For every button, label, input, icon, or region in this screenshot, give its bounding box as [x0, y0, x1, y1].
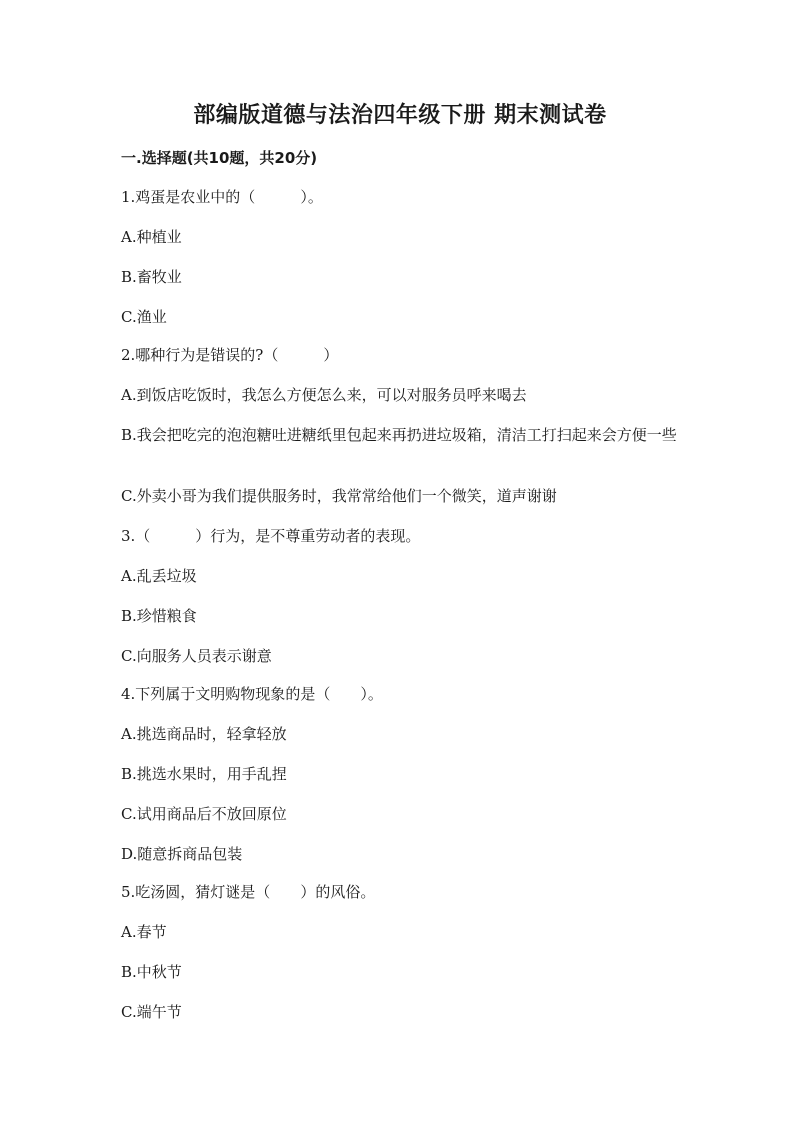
question-4-option-d: D.随意拆商品包装 — [121, 845, 243, 863]
question-1-option-a: A.种植业 — [121, 228, 182, 246]
question-4-option-a: A.挑选商品时，轻拿轻放 — [121, 725, 287, 743]
section-heading: 一.选择题(共10题，共20分) — [121, 149, 318, 167]
question-1-option-c: C.渔业 — [121, 308, 167, 326]
question-2-stem: 2.哪种行为是错误的?（ ） — [121, 346, 339, 364]
question-5-stem: 5.吃汤圆，猜灯谜是（ ）的风俗。 — [121, 883, 376, 901]
page-title: 部编版道德与法治四年级下册 期末测试卷 — [193, 103, 607, 128]
question-3-option-c: C.向服务人员表示谢意 — [121, 647, 272, 665]
question-3-option-b: B.珍惜粮食 — [121, 607, 197, 625]
question-4-option-b: B.挑选水果时，用手乱捏 — [121, 765, 287, 783]
question-3-option-a: A.乱丢垃圾 — [121, 567, 197, 585]
question-5-option-c: C.端午节 — [121, 1003, 182, 1021]
question-2-option-b: B.我会把吃完的泡泡糖吐进糖纸里包起来再扔进垃圾箱，清洁工打扫起来会方便一些 — [121, 426, 677, 444]
question-4-stem: 4.下列属于文明购物现象的是（ ）。 — [121, 685, 383, 703]
question-3-stem: 3.（ ）行为，是不尊重劳动者的表现。 — [121, 527, 421, 545]
question-1-stem: 1.鸡蛋是农业中的（ ）。 — [121, 188, 323, 206]
question-5-option-a: A.春节 — [121, 923, 167, 941]
question-2-option-a: A.到饭店吃饭时，我怎么方便怎么来，可以对服务员呼来喝去 — [121, 386, 527, 404]
question-1-option-b: B.畜牧业 — [121, 268, 182, 286]
question-4-option-c: C.试用商品后不放回原位 — [121, 805, 287, 823]
question-2-option-c: C.外卖小哥为我们提供服务时，我常常给他们一个微笑，道声谢谢 — [121, 487, 557, 505]
question-5-option-b: B.中秋节 — [121, 963, 182, 981]
